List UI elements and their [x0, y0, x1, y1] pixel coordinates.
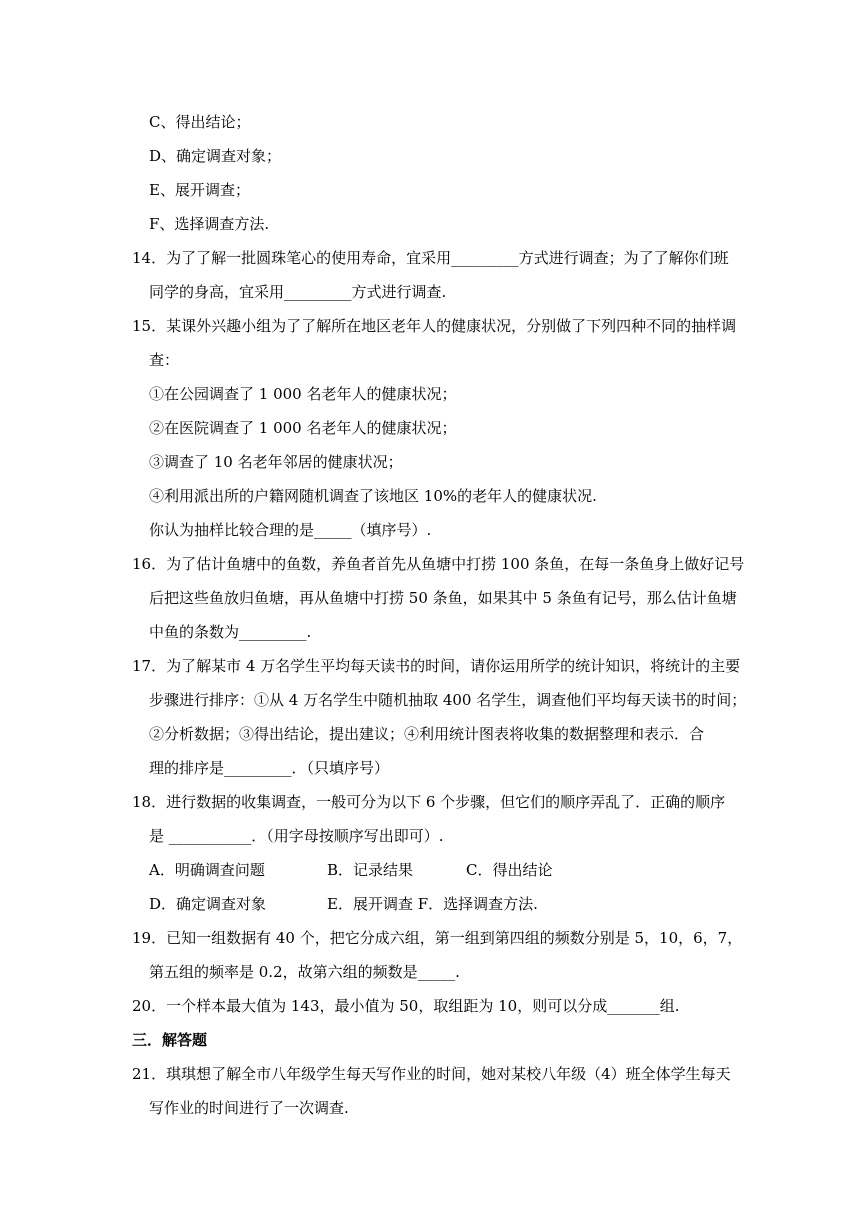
- q14-line-2: 同学的身高，宜采用_________方式进行调查.: [149, 283, 447, 301]
- q17-line-3: ②分析数据；③得出结论，提出建议；④利用统计图表将收集的数据整理和表示．合: [149, 725, 705, 743]
- q15-prompt: 你认为抽样比较合理的是_____（填序号）.: [149, 521, 432, 539]
- q16-line-2: 后把这些鱼放归鱼塘，再从鱼塘中打捞 50 条鱼，如果其中 5 条鱼有记号，那么估计鱼塘: [149, 589, 737, 607]
- q16-line-3: 中鱼的条数为_________.: [149, 623, 312, 641]
- q15-choice-3: ③调查了 10 名老年邻居的健康状况；: [149, 453, 403, 471]
- q18-option-c: C．得出结论: [466, 861, 553, 879]
- q18-option-e-f: E．展开调查 F．选择调查方法.: [327, 895, 538, 913]
- q18-option-d: D．确定调查对象: [149, 895, 267, 913]
- q21-line-1: 21．琪琪想了解全市八年级学生每天写作业的时间，她对某校八年级（4）班全体学生每天: [132, 1065, 731, 1083]
- q15-choice-1: ①在公园调查了 1 000 名老年人的健康状况；: [149, 385, 457, 403]
- q15-line-1: 15．某课外兴趣小组为了了解所在地区老年人的健康状况，分别做了下列四种不同的抽样调: [132, 317, 737, 335]
- q13-option-f: F、选择调查方法.: [149, 215, 270, 233]
- q19-line-1: 19．已知一组数据有 40 个，把它分成六组，第一组到第四组的频数分别是 5，10，6，7，: [132, 929, 743, 947]
- q17-line-2: 步骤进行排序：①从 4 万名学生中随机抽取 400 名学生，调查他们平均每天读书的时间；: [149, 691, 747, 709]
- q15-line-2: 查：: [149, 351, 180, 369]
- q14-line-1: 14．为了了解一批圆珠笔心的使用寿命，宜采用_________方式进行调查；为了了解你们班: [132, 249, 729, 267]
- q21-line-2: 写作业的时间进行了一次调查.: [149, 1099, 349, 1117]
- q20-line-1: 20．一个样本最大值为 143，最小值为 50，取组距为 10，则可以分成_______组.: [132, 997, 680, 1015]
- q18-option-a: A．明确调查问题: [149, 861, 265, 879]
- q19-line-2: 第五组的频率是 0.2，故第六组的频数是_____.: [149, 963, 460, 981]
- q15-choice-2: ②在医院调查了 1 000 名老年人的健康状况；: [149, 419, 457, 437]
- q13-option-d: D、确定调查对象；: [149, 147, 282, 165]
- q18-line-2: 是 ___________．（用字母按顺序写出即可）.: [149, 827, 444, 845]
- section-heading: 三．解答题: [132, 1031, 208, 1049]
- q15-choice-4: ④利用派出所的户籍网随机调查了该地区 10%的老年人的健康状况.: [149, 487, 597, 505]
- q18-line-1: 18．进行数据的收集调查，一般可分为以下 6 个步骤，但它们的顺序弄乱了．正确的顺序: [132, 793, 726, 811]
- q18-option-b: B．记录结果: [327, 861, 414, 879]
- q13-option-c: C、得出结论；: [149, 113, 251, 131]
- q16-line-1: 16．为了估计鱼塘中的鱼数，养鱼者首先从鱼塘中打捞 100 条鱼，在每一条鱼身上做好记号: [132, 555, 745, 573]
- q17-line-1: 17．为了解某市 4 万名学生平均每天读书的时间，请你运用所学的统计知识，将统计的主要: [132, 657, 741, 675]
- q17-line-4: 理的排序是_________．（只填序号）: [149, 759, 390, 777]
- q13-option-e: E、展开调查；: [149, 181, 250, 199]
